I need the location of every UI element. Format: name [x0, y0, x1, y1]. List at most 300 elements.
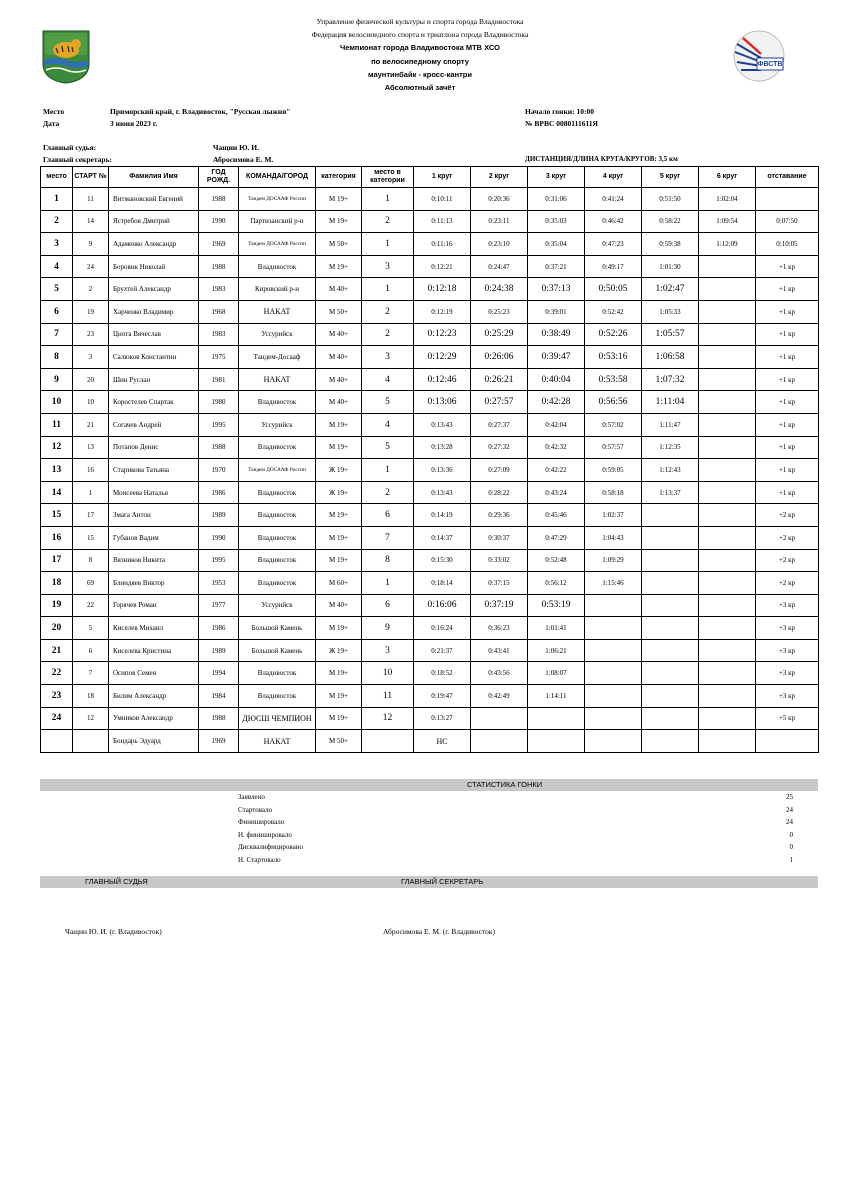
cell-lap-3: 0:38:49 — [528, 323, 585, 346]
cell-lap-1: 0:15:30 — [414, 549, 471, 572]
stats-label: Финишировало — [238, 818, 285, 826]
cell-team-city: Кировский р-н — [239, 278, 316, 301]
cell-lap-4 — [585, 730, 642, 753]
cell-lap-2: 0:25:29 — [471, 323, 528, 346]
stats-title: СТАТИСТИКА ГОНКИ — [467, 780, 543, 789]
cell-start-number: 6 — [73, 639, 109, 662]
cell-category-place: 3 — [362, 255, 414, 278]
cell-category-place: 6 — [362, 594, 414, 617]
cell-birth-year: 1990 — [199, 526, 239, 549]
cell-birth-year: 1975 — [199, 346, 239, 369]
cell-start-number: 11 — [73, 188, 109, 211]
column-header-team-city: КОМАНДА/ГОРОД — [239, 167, 316, 188]
cell-team-city: Владивосток — [239, 481, 316, 504]
cell-lap-4: 0:58:18 — [585, 481, 642, 504]
cell-team-city: Владивосток — [239, 549, 316, 572]
cell-birth-year: 1968 — [199, 300, 239, 323]
cell-start-number: 20 — [73, 368, 109, 391]
cell-lap-2: 0:27:57 — [471, 391, 528, 414]
cell-category: М 19+ — [316, 549, 362, 572]
race-code: № ВРВС 0080111611Я — [525, 119, 598, 128]
coat-of-arms-logo — [42, 30, 90, 84]
cell-lap-4: 1:09:29 — [585, 549, 642, 572]
cell-place: 21 — [41, 639, 73, 662]
cell-full-name: Ястребов Дмитрий — [109, 210, 199, 233]
table-row — [41, 730, 819, 753]
cell-lap-1: 0:18:14 — [414, 572, 471, 595]
stats-value: 24 — [786, 805, 793, 814]
cell-lap-5: 1:11:47 — [642, 413, 699, 436]
cell-place: 4 — [41, 255, 73, 278]
cell-full-name: Вязников Никита — [109, 549, 199, 572]
cell-lap-6 — [699, 504, 756, 527]
cell-place: 6 — [41, 300, 73, 323]
cell-lap-4: 0:53:16 — [585, 346, 642, 369]
table-row — [41, 368, 819, 391]
cell-lap-4: 0:59:05 — [585, 459, 642, 482]
cell-place: 15 — [41, 504, 73, 527]
cell-lap-5: 1:02:47 — [642, 278, 699, 301]
cell-category-place: 1 — [362, 459, 414, 482]
cell-lap-2: 0:43:56 — [471, 662, 528, 685]
cell-lap-3: 0:47:29 — [528, 526, 585, 549]
cell-team-city: Владивосток — [239, 504, 316, 527]
cell-lap-5 — [642, 662, 699, 685]
race-start-time: Начало гонки: 10:00 — [525, 107, 594, 116]
cell-lap-5: 1:05:33 — [642, 300, 699, 323]
cell-lap-2: 0:29:36 — [471, 504, 528, 527]
cell-gap: +1 кр — [756, 255, 819, 278]
cell-birth-year: 1995 — [199, 413, 239, 436]
cell-gap: +3 кр — [756, 617, 819, 640]
cell-full-name: Киселева Кристина — [109, 639, 199, 662]
cell-category-place: 8 — [362, 549, 414, 572]
cell-place: 3 — [41, 233, 73, 256]
cell-full-name: Потапов Денис — [109, 436, 199, 459]
table-header-row — [41, 167, 819, 188]
cell-lap-1: 0:18:52 — [414, 662, 471, 685]
cell-lap-5 — [642, 526, 699, 549]
cell-birth-year: 1970 — [199, 459, 239, 482]
column-header-place: место — [41, 167, 73, 188]
cell-category: М 40+ — [316, 346, 362, 369]
cell-team-city: НАКАТ — [239, 730, 316, 753]
cell-birth-year: 1981 — [199, 368, 239, 391]
cell-lap-5 — [642, 617, 699, 640]
cell-full-name: Змага Антон — [109, 504, 199, 527]
cell-place: 20 — [41, 617, 73, 640]
cell-full-name: Харченко Владимир — [109, 300, 199, 323]
cell-birth-year: 1983 — [199, 278, 239, 301]
cell-lap-2: 0:27:09 — [471, 459, 528, 482]
cell-lap-4: 0:41:24 — [585, 188, 642, 211]
cell-lap-3: 0:45:46 — [528, 504, 585, 527]
cell-category: М 40+ — [316, 391, 362, 414]
chief-secretary-label: Главный секретарь: — [43, 155, 113, 164]
cell-team-city: НАКАТ — [239, 300, 316, 323]
cell-full-name: Моисеева Наталья — [109, 481, 199, 504]
stats-row — [238, 841, 793, 853]
cell-birth-year: 1983 — [199, 323, 239, 346]
cell-lap-6: 1:12:09 — [699, 233, 756, 256]
cell-lap-3: 0:53:19 — [528, 594, 585, 617]
cell-lap-5 — [642, 685, 699, 708]
cell-start-number — [73, 730, 109, 753]
cell-place: 9 — [41, 368, 73, 391]
stats-label: Стартовало — [238, 805, 273, 814]
cell-lap-1: 0:13:28 — [414, 436, 471, 459]
cell-start-number: 23 — [73, 323, 109, 346]
cell-lap-6 — [699, 685, 756, 708]
cell-gap: +3 кр — [756, 594, 819, 617]
cell-gap: +1 кр — [756, 459, 819, 482]
cell-lap-2 — [471, 707, 528, 730]
cell-start-number: 5 — [73, 617, 109, 640]
header-championship: Чемпионат города Владивостока МТВ ХСО — [340, 43, 500, 52]
cell-category: М 19+ — [316, 526, 362, 549]
cell-lap-6 — [699, 323, 756, 346]
stats-label: Н. финишировало — [238, 830, 292, 839]
cell-category: М 19+ — [316, 617, 362, 640]
cell-lap-4 — [585, 662, 642, 685]
cell-place: 19 — [41, 594, 73, 617]
cell-place: 17 — [41, 549, 73, 572]
cell-category: М 19+ — [316, 210, 362, 233]
cell-lap-2: 0:24:38 — [471, 278, 528, 301]
cell-gap: +2 кр — [756, 549, 819, 572]
cell-category-place: 4 — [362, 413, 414, 436]
cell-birth-year: 1994 — [199, 662, 239, 685]
cell-lap-6 — [699, 300, 756, 323]
cell-category-place: 1 — [362, 233, 414, 256]
cell-birth-year: 1988 — [199, 707, 239, 730]
cell-start-number: 15 — [73, 526, 109, 549]
cell-start-number: 7 — [73, 662, 109, 685]
cell-category-place: 5 — [362, 391, 414, 414]
cell-lap-2: 0:28:22 — [471, 481, 528, 504]
cell-lap-3: 0:37:13 — [528, 278, 585, 301]
cell-team-city: Большой Камень — [239, 617, 316, 640]
cell-lap-3: 0:39:47 — [528, 346, 585, 369]
cell-gap: +1 кр — [756, 300, 819, 323]
cell-category-place: 6 — [362, 504, 414, 527]
column-header-lap-1: 1 круг — [414, 167, 471, 188]
cell-lap-3: 0:37:21 — [528, 255, 585, 278]
cell-lap-2: 0:26:21 — [471, 368, 528, 391]
cell-lap-3: 0:39:01 — [528, 300, 585, 323]
cell-full-name: Осипов Семен — [109, 662, 199, 685]
cell-lap-3: 0:31:06 — [528, 188, 585, 211]
table-row — [41, 481, 819, 504]
cell-category: М 40+ — [316, 368, 362, 391]
cell-lap-1: 0:13:36 — [414, 459, 471, 482]
cell-lap-1: 0:12:19 — [414, 300, 471, 323]
cell-lap-6 — [699, 526, 756, 549]
cell-place: 12 — [41, 436, 73, 459]
cell-gap: +5 кр — [756, 707, 819, 730]
chief-judge-value: Чащин Ю. И. — [213, 143, 260, 152]
federation-logo-text: ФВСТВ — [757, 61, 783, 68]
table-row — [41, 255, 819, 278]
cell-category: М 19+ — [316, 504, 362, 527]
cell-place: 1 — [41, 188, 73, 211]
cell-gap: 0:10:05 — [756, 233, 819, 256]
cell-birth-year: 1984 — [199, 685, 239, 708]
stats-value: 25 — [786, 793, 793, 801]
cell-lap-4: 0:46:42 — [585, 210, 642, 233]
cell-gap: +1 кр — [756, 368, 819, 391]
cell-lap-2: 0:37:15 — [471, 572, 528, 595]
stats-row — [238, 816, 793, 828]
cell-birth-year: 1990 — [199, 210, 239, 233]
table-row — [41, 662, 819, 685]
cell-lap-6 — [699, 346, 756, 369]
cell-category: М 50+ — [316, 300, 362, 323]
cell-birth-year: 1980 — [199, 391, 239, 414]
cell-lap-4: 0:52:42 — [585, 300, 642, 323]
chief-judge-title: ГЛАВНЫЙ СУДЬЯ — [85, 877, 148, 886]
stats-value: 0 — [789, 830, 793, 839]
cell-category: Ж 19+ — [316, 639, 362, 662]
cell-category: Ж 19+ — [316, 481, 362, 504]
cell-gap: +1 кр — [756, 436, 819, 459]
cell-start-number: 16 — [73, 459, 109, 482]
cell-lap-5: 0:51:50 — [642, 188, 699, 211]
cell-team-city: Владивосток — [239, 391, 316, 414]
cell-category-place — [362, 730, 414, 753]
cell-place: 5 — [41, 278, 73, 301]
table-row — [41, 391, 819, 414]
cell-place: 16 — [41, 526, 73, 549]
stats-value: 24 — [786, 818, 793, 826]
column-header-start-number: СТАРТ № — [73, 167, 109, 188]
cell-lap-4 — [585, 617, 642, 640]
cell-start-number: 13 — [73, 436, 109, 459]
cell-place: 22 — [41, 662, 73, 685]
cell-lap-2: 0:30:37 — [471, 526, 528, 549]
cell-lap-1: 0:21:37 — [414, 639, 471, 662]
cell-category: М 19+ — [316, 707, 362, 730]
cell-lap-3: 0:56:12 — [528, 572, 585, 595]
cell-lap-1: 0:11:13 — [414, 210, 471, 233]
cell-lap-4: 0:47:23 — [585, 233, 642, 256]
results-body — [41, 188, 819, 753]
cell-gap: +2 кр — [756, 504, 819, 527]
cell-gap: 0:07:50 — [756, 210, 819, 233]
cell-lap-6 — [699, 481, 756, 504]
cell-team-city: Владивосток — [239, 255, 316, 278]
cell-lap-1: 0:12:23 — [414, 323, 471, 346]
cell-start-number: 18 — [73, 685, 109, 708]
cell-gap — [756, 730, 819, 753]
cell-full-name: Согачев Андрей — [109, 413, 199, 436]
cell-full-name: Боровик Николай — [109, 255, 199, 278]
table-row — [41, 526, 819, 549]
cell-lap-5: 0:58:22 — [642, 210, 699, 233]
cell-start-number: 12 — [73, 707, 109, 730]
cell-lap-4: 0:57:02 — [585, 413, 642, 436]
cell-gap: +1 кр — [756, 323, 819, 346]
column-header-lap-6: 6 круг — [699, 167, 756, 188]
cell-team-city: Владивосток — [239, 526, 316, 549]
cell-lap-5: 0:59:38 — [642, 233, 699, 256]
chief-secretary-title: ГЛАВНЫЙ СЕКРЕТАРЬ — [401, 877, 484, 886]
cell-lap-3: 0:40:04 — [528, 368, 585, 391]
cell-lap-6 — [699, 617, 756, 640]
cell-lap-5 — [642, 504, 699, 527]
stats-value: 1 — [789, 855, 793, 864]
signature-bar — [40, 876, 818, 888]
cell-category: Ж 19+ — [316, 459, 362, 482]
cell-full-name: Цнота Вячеслав — [109, 323, 199, 346]
cell-lap-5 — [642, 639, 699, 662]
cell-lap-4: 0:50:05 — [585, 278, 642, 301]
cell-category: М 40+ — [316, 323, 362, 346]
cell-lap-6 — [699, 459, 756, 482]
cell-lap-4 — [585, 707, 642, 730]
cell-team-city: Уссурийск — [239, 323, 316, 346]
column-header-gap: отставание — [756, 167, 819, 188]
federation-logo — [731, 28, 787, 84]
cell-category-place: 2 — [362, 481, 414, 504]
cycling-federation-icon — [731, 28, 787, 84]
cell-lap-6 — [699, 391, 756, 414]
cell-lap-5: 1:13:37 — [642, 481, 699, 504]
cell-lap-4: 0:49:17 — [585, 255, 642, 278]
cell-lap-1: 0:13:06 — [414, 391, 471, 414]
cell-team-city: Владивосток — [239, 436, 316, 459]
cell-team-city: Уссурийск — [239, 594, 316, 617]
column-header-full-name: Фамилия Имя — [109, 167, 199, 188]
cell-lap-1: 0:13:43 — [414, 413, 471, 436]
table-row — [41, 188, 819, 211]
cell-lap-2: 0:23:10 — [471, 233, 528, 256]
column-header-birth-year: ГОД РОЖД. — [199, 167, 239, 188]
cell-birth-year: 1969 — [199, 730, 239, 753]
cell-lap-3 — [528, 707, 585, 730]
cell-gap: +1 кр — [756, 278, 819, 301]
stats-label: Дисквалифицировано — [238, 843, 303, 851]
cell-lap-3: 0:52:48 — [528, 549, 585, 572]
cell-lap-6 — [699, 278, 756, 301]
cell-lap-3: 0:35:03 — [528, 210, 585, 233]
cell-lap-4 — [585, 685, 642, 708]
cell-category-place: 9 — [362, 617, 414, 640]
cell-lap-6 — [699, 662, 756, 685]
cell-birth-year: 1988 — [199, 188, 239, 211]
cell-team-city: Владивосток — [239, 572, 316, 595]
cell-team-city: Владивосток — [239, 685, 316, 708]
cell-birth-year: 1995 — [199, 549, 239, 572]
cell-lap-3: 0:42:22 — [528, 459, 585, 482]
place-label: Место — [43, 107, 65, 116]
cell-lap-6 — [699, 594, 756, 617]
cell-start-number: 1 — [73, 481, 109, 504]
cell-lap-6 — [699, 255, 756, 278]
table-row — [41, 594, 819, 617]
cell-lap-4: 1:02:37 — [585, 504, 642, 527]
cell-lap-4 — [585, 594, 642, 617]
cell-category-place: 2 — [362, 323, 414, 346]
cell-lap-5: 1:12:43 — [642, 459, 699, 482]
cell-category-place: 1 — [362, 572, 414, 595]
cell-lap-1: 0:14:19 — [414, 504, 471, 527]
stats-row — [238, 854, 793, 866]
cell-lap-6: 1:02:04 — [699, 188, 756, 211]
cell-start-number: 8 — [73, 549, 109, 572]
header-federation: Федерация велосипедного спорта и триатлона города Владивостока — [311, 30, 529, 39]
cell-lap-1: 0:11:16 — [414, 233, 471, 256]
cell-start-number: 21 — [73, 413, 109, 436]
cell-category-place: 1 — [362, 188, 414, 211]
cell-place: 14 — [41, 481, 73, 504]
cell-lap-5: 1:05:57 — [642, 323, 699, 346]
cell-full-name: Витмановский Евгений — [109, 188, 199, 211]
table-row — [41, 323, 819, 346]
cell-gap: +3 кр — [756, 639, 819, 662]
cell-lap-5 — [642, 549, 699, 572]
cell-birth-year: 1988 — [199, 436, 239, 459]
cell-lap-2: 0:37:19 — [471, 594, 528, 617]
cell-lap-4: 0:53:58 — [585, 368, 642, 391]
cell-lap-6: 1:09:54 — [699, 210, 756, 233]
cell-category: М 19+ — [316, 255, 362, 278]
cell-category: М 40+ — [316, 594, 362, 617]
table-row — [41, 504, 819, 527]
results-table — [40, 166, 819, 753]
cell-category: М 19+ — [316, 413, 362, 436]
table-row — [41, 210, 819, 233]
cell-category-place: 3 — [362, 346, 414, 369]
cell-full-name: Шин Руслан — [109, 368, 199, 391]
cell-lap-3: 1:01:41 — [528, 617, 585, 640]
cell-place: 24 — [41, 707, 73, 730]
cell-start-number: 3 — [73, 346, 109, 369]
cell-category: М 50+ — [316, 233, 362, 256]
cell-birth-year: 1977 — [199, 594, 239, 617]
stats-bar — [40, 779, 818, 791]
cell-start-number: 9 — [73, 233, 109, 256]
cell-lap-3: 0:42:32 — [528, 436, 585, 459]
cell-start-number: 10 — [73, 391, 109, 414]
cell-lap-2: 0:26:06 — [471, 346, 528, 369]
cell-lap-1: 0:12:18 — [414, 278, 471, 301]
cell-full-name: Салюков Константин — [109, 346, 199, 369]
cell-start-number: 22 — [73, 594, 109, 617]
column-header-lap-2: 2 круг — [471, 167, 528, 188]
table-row — [41, 233, 819, 256]
cell-full-name: Коростелев Спартак — [109, 391, 199, 414]
cell-full-name: Губанов Вадим — [109, 526, 199, 549]
cell-category-place: 3 — [362, 639, 414, 662]
cell-lap-5 — [642, 707, 699, 730]
cell-place: 2 — [41, 210, 73, 233]
cell-category-place: 2 — [362, 300, 414, 323]
chief-secretary-signature: Абросимова Е. М. (г. Владивосток) — [383, 927, 495, 936]
cell-team-city: Большой Камень — [239, 639, 316, 662]
cell-lap-4: 0:56:56 — [585, 391, 642, 414]
cell-lap-1: 0:16:06 — [414, 594, 471, 617]
cell-lap-5: 1:12:35 — [642, 436, 699, 459]
cell-birth-year: 1986 — [199, 481, 239, 504]
stats-row — [238, 791, 793, 803]
cell-lap-2: 0:42:49 — [471, 685, 528, 708]
table-row — [41, 346, 819, 369]
cell-lap-2: 0:36:23 — [471, 617, 528, 640]
cell-birth-year: 1986 — [199, 617, 239, 640]
cell-lap-1: 0:12:46 — [414, 368, 471, 391]
cell-place: 7 — [41, 323, 73, 346]
